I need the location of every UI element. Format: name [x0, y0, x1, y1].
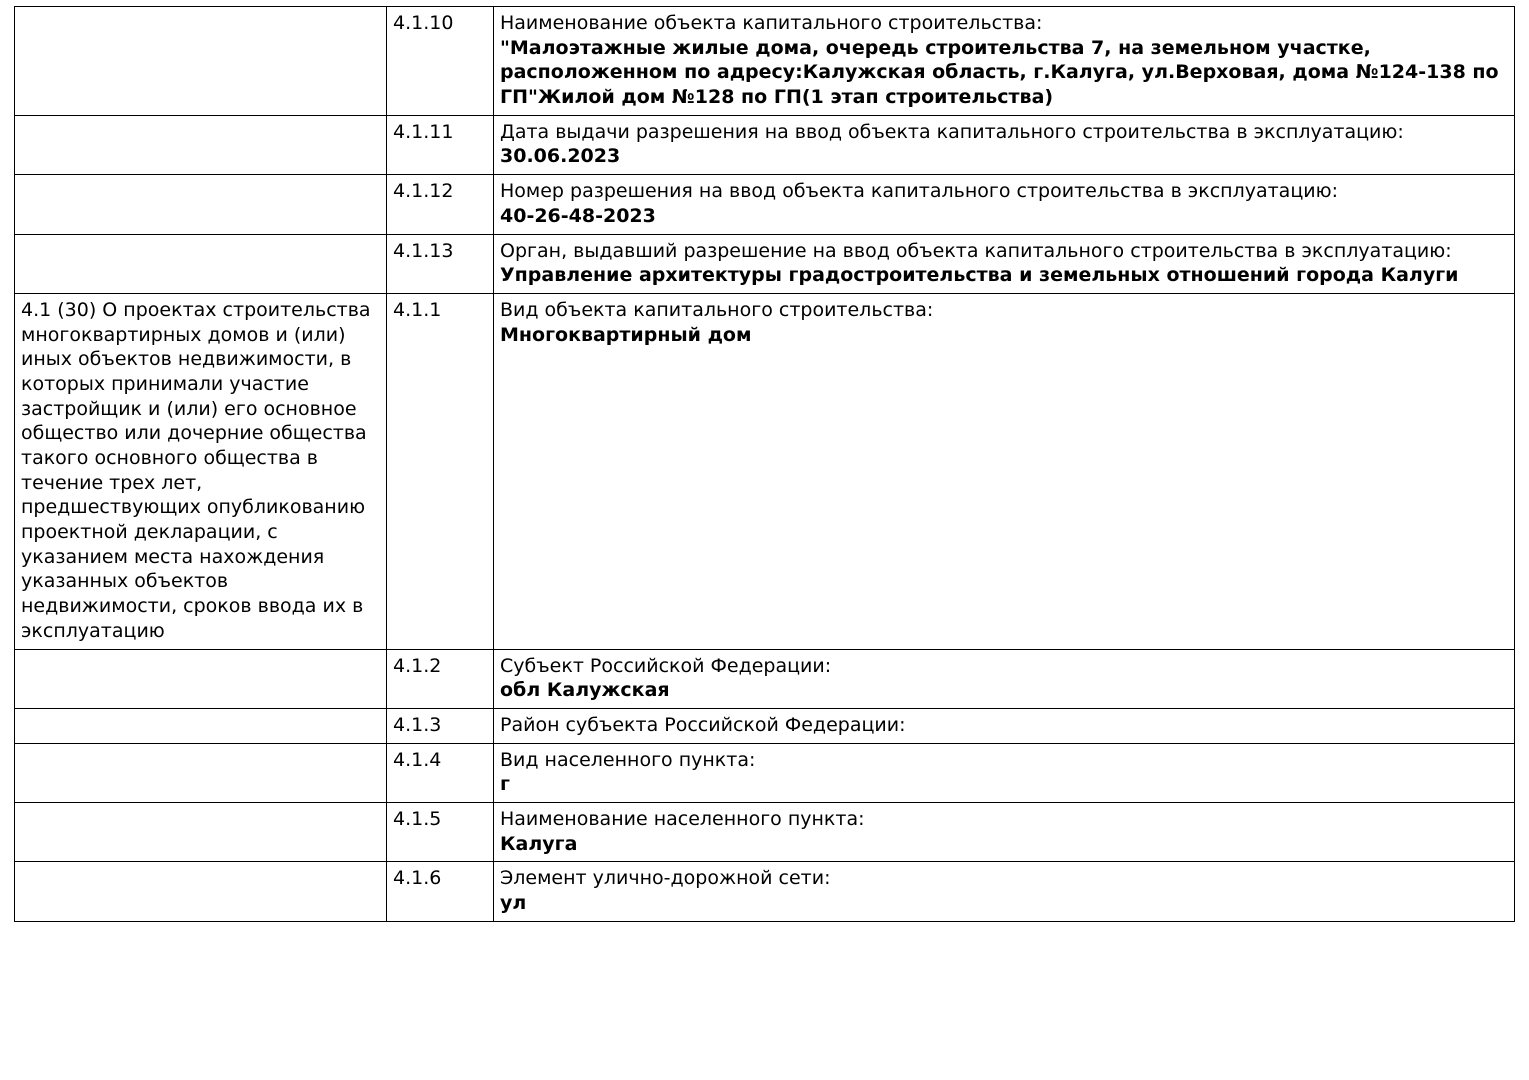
- table-row: [15, 7, 1515, 116]
- item-number-cell: 4.1.2: [387, 649, 494, 708]
- field-value: ул: [500, 892, 527, 914]
- field-value: г: [500, 773, 510, 796]
- item-content-cell: [494, 862, 1515, 921]
- section-cell: [15, 862, 387, 921]
- item-content-cell: [494, 649, 1515, 708]
- section-cell: [15, 175, 387, 234]
- section-cell: [15, 802, 387, 861]
- item-content-cell: [494, 115, 1515, 174]
- field-value: 40-26-48-2023: [500, 204, 656, 227]
- field-value: Калуга: [500, 832, 578, 855]
- section-cell: [15, 743, 387, 802]
- item-content-cell: [494, 175, 1515, 234]
- table-row: [15, 802, 1515, 861]
- section-cell: [15, 708, 387, 743]
- field-value: обл Калужская: [500, 679, 670, 702]
- field-label: Дата выдачи разрешения на ввод объекта капитального строительства в эксплуатацию:: [500, 120, 1404, 143]
- field-label: Элемент улично-дорожной сети:: [500, 867, 831, 890]
- item-number-cell: 4.1.6: [387, 862, 494, 921]
- field-value: Многоквартирный дом: [500, 323, 752, 346]
- table-row: [15, 743, 1515, 802]
- field-label: Вид объекта капитального строительства:: [500, 298, 934, 321]
- section-cell: [15, 7, 387, 116]
- field-label: Район субъекта Российской Федерации:: [500, 713, 906, 736]
- section-cell: [15, 234, 387, 293]
- field-label: Наименование объекта капитального строительства:: [500, 12, 1043, 34]
- field-label: Номер разрешения на ввод объекта капитального строительства в эксплуатацию:: [500, 180, 1338, 203]
- field-label: Орган, выдавший разрешение на ввод объекта капитального строительства в эксплуатацию:: [500, 239, 1452, 262]
- item-number-cell: 4.1.12: [387, 175, 494, 234]
- item-number-cell: 4.1.4: [387, 743, 494, 802]
- field-value: Управление архитектуры градостроительства и земельных отношений города Калуги: [500, 264, 1459, 287]
- item-content-cell: [494, 293, 1515, 649]
- item-content-cell: [494, 708, 1515, 743]
- table-row: [15, 293, 1515, 649]
- section-cell: [15, 649, 387, 708]
- item-number-cell: 4.1.3: [387, 708, 494, 743]
- table-row: [15, 234, 1515, 293]
- table-row: [15, 708, 1515, 743]
- declaration-table: [14, 6, 1515, 922]
- field-value: 30.06.2023: [500, 145, 621, 168]
- item-content-cell: [494, 7, 1515, 116]
- field-value: "Малоэтажные жилые дома, очередь строительства 7, на земельном участке, расположенном по адресу:Калужская область, г.Калуга, ул.Верховая, дома №124-138 по ГП"Жилой дом №128 по ГП(1 этап строительства): [500, 36, 1499, 109]
- item-number-cell: 4.1.11: [387, 115, 494, 174]
- item-number-cell: 4.1.5: [387, 802, 494, 861]
- item-content-cell: [494, 234, 1515, 293]
- table-row: [15, 115, 1515, 174]
- table-row: [15, 649, 1515, 708]
- section-cell: 4.1 (30) О проектах строительства многоквартирных домов и (или) иных объектов недвижимости, в которых принимали участие застройщик и (или) его основное общество или дочерние общества такого основного общества в течение трех лет, предшествующих опубликованию проектной декларации, с указанием места нахождения указанных объектов недвижимости, сроков ввода их в эксплуатацию: [15, 293, 387, 649]
- item-number-cell: 4.1.13: [387, 234, 494, 293]
- item-content-cell: [494, 802, 1515, 861]
- field-label: Субъект Российской Федерации:: [500, 654, 832, 677]
- item-content-cell: [494, 743, 1515, 802]
- table-row: [15, 862, 1515, 921]
- item-number-cell: 4.1.1: [387, 293, 494, 649]
- item-number-cell: 4.1.10: [387, 7, 494, 116]
- field-label: Вид населенного пункта:: [500, 748, 756, 771]
- field-label: Наименование населенного пункта:: [500, 807, 865, 830]
- section-cell: [15, 115, 387, 174]
- table-row: [15, 175, 1515, 234]
